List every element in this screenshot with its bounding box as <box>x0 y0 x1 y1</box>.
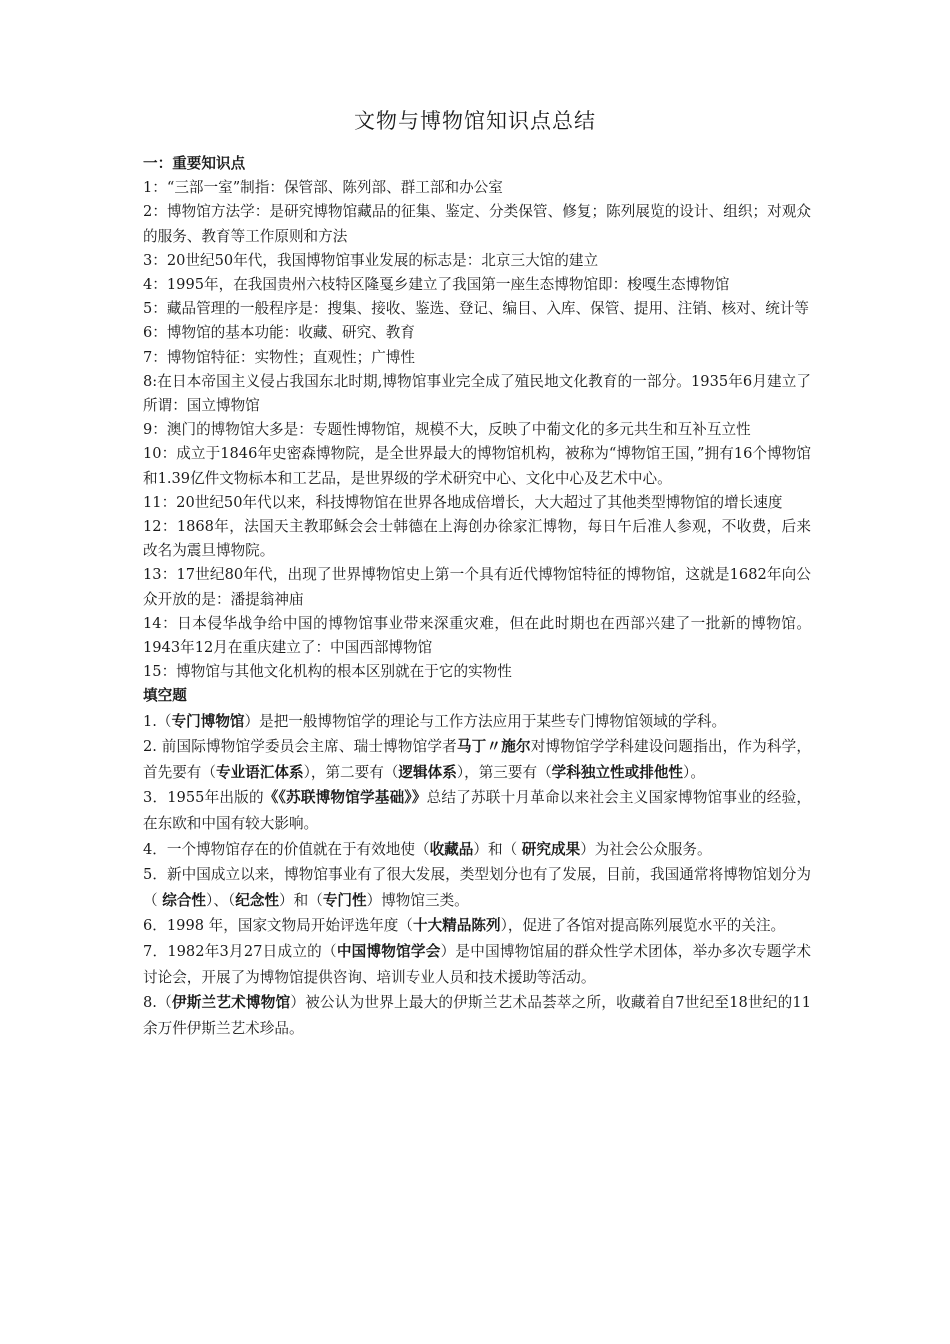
answer-text: 专门性 <box>322 891 367 909</box>
fill-in-list <box>143 709 811 1042</box>
key-point-item: 2：博物馆方法学：是研究博物馆藏品的征集、鉴定、分类保管、修复；陈列展览的设计、组织；对观众的服务、教育等工作原则和方法 <box>143 203 811 245</box>
key-point-item: 9：澳门的博物馆大多是：专题性博物馆，规模不大，反映了中葡文化的多元共生和互补互立性 <box>143 421 751 439</box>
item-text: ），第三要有（ <box>456 763 552 781</box>
answer-text: 逻辑体系 <box>398 763 457 781</box>
key-point-item: 12：1868年，法国天主教耶稣会会士韩德在上海创办徐家汇博物，每日午后准人参观，不收费，后来改名为震旦博物院。 <box>143 518 811 560</box>
item-text: ）和（ <box>473 840 522 858</box>
answer-text: 伊斯兰艺术博物馆 <box>171 994 291 1012</box>
fill-in-item <box>143 837 811 863</box>
key-points-list <box>143 176 811 684</box>
key-point-item: 7：博物馆特征：实物性；直观性；广博性 <box>143 348 415 366</box>
answer-text: 学科独立性或排他性 <box>551 763 684 781</box>
key-point-item: 14：日本侵华战争给中国的博物馆事业带来深重灾难，但在此时期也在西部兴建了一批新的博物馆。1943年12月在重庆建立了：中国西部博物馆 <box>143 614 811 657</box>
fill-in-item <box>143 709 811 735</box>
answer-text: 马丁〃施尔 <box>456 738 531 756</box>
item-text: 总结了苏联十月革命以来社会主义国家博物馆事业的经验，在东欧和中国有较大影响。 <box>143 789 811 833</box>
item-text: 1.（ <box>143 712 172 730</box>
answer-text: 专门博物馆 <box>171 712 245 730</box>
key-point-item: 5：藏品管理的一般程序是：搜集、接收、鉴选、登记、编目、入库、保管、提用、注销、核对、统计等 <box>143 300 810 318</box>
key-point-item: 1：“三部一室”制指：保管部、陈列部、群工部和办公室 <box>143 179 503 197</box>
answer-text: 研究成果 <box>521 840 581 858</box>
document-title: 文物与博物馆知识点总结 <box>354 109 596 133</box>
item-text: ）被公认为世界上最大的伊斯兰艺术品荟萃之所，收藏着自7世纪至18世纪的11余万件伊斯兰艺术珍品。 <box>143 994 811 1037</box>
item-text: ），第二要有（ <box>303 763 399 781</box>
fill-in-item <box>143 990 811 1041</box>
item-text: 6．1998 年，国家文物局开始评选年度（ <box>143 917 413 935</box>
key-point-item: 11：20世纪50年代以来，科技博物馆在世界各地成倍增长，大大超过了其他类型博物馆的增长速度 <box>143 493 783 511</box>
item-text: ）是中国博物馆届的群众性学术团体，举办多次专题学术讨论会，开展了为博物馆提供咨询、培训专业人员和技术援助等活动。 <box>143 943 811 986</box>
fill-in-item <box>143 734 811 785</box>
item-text: ），促进了各馆对提高陈列展览水平的关注。 <box>500 917 786 935</box>
key-point-item: 3：20世纪50年代，我国博物馆事业发展的标志是：北京三大馆的建立 <box>143 251 599 269</box>
fill-in-item <box>143 939 811 990</box>
answer-text: 《《苏联博物馆学基础》》 <box>263 789 427 807</box>
item-text: 4．一个博物馆存在的价值就在于有效地使（ <box>143 840 430 858</box>
item-text: ）、（ <box>206 891 236 909</box>
item-text: 8.（ <box>143 994 172 1012</box>
key-point-item: 15：博物馆与其他文化机构的根本区别就在于它的实物性 <box>143 663 512 681</box>
key-point-item: 4：1995年，在我国贵州六枝特区隆戛乡建立了我国第一座生态博物馆即：梭嘎生态博物馆 <box>143 276 730 294</box>
answer-text: 综合性 <box>162 891 207 909</box>
item-text: 5．新中国成立以来，博物馆事业有了很大发展，类型划分也有了发展，目前，我国通常将博物馆划分为（ <box>143 866 811 909</box>
item-text: 对博物馆学学科建设问题指出，作为科学，首先要有（ <box>143 738 811 781</box>
answer-text: 纪念性 <box>235 891 280 909</box>
item-text: ）和（ <box>279 891 323 909</box>
item-text: ）博物馆三类。 <box>366 891 469 909</box>
item-text: 3．1955年出版的 <box>143 789 264 807</box>
key-point-item: 8:在日本帝国主义侵占我国东北时期,博物馆事业完全成了殖民地文化教育的一部分。1935年6月建立了所谓：国立博物馆 <box>143 372 811 415</box>
fill-in-item <box>143 785 811 836</box>
item-text: 7．1982年3月27日成立的（ <box>143 943 337 961</box>
fill-in-item <box>143 913 811 939</box>
item-text: 2. 前国际博物馆学委员会主席、瑞士博物馆学者 <box>143 738 457 756</box>
section-heading-fill-in: 填空题 <box>143 687 187 705</box>
answer-text: 专业语汇体系 <box>215 763 304 781</box>
answer-text: 中国博物馆学会 <box>336 943 441 961</box>
answer-text: 收藏品 <box>429 840 474 858</box>
item-text: ）。 <box>683 763 705 781</box>
document-body <box>143 152 811 1041</box>
key-point-item: 6：博物馆的基本功能：收藏、研究、教育 <box>143 324 415 342</box>
fill-in-item <box>143 862 811 913</box>
key-point-item: 13：17世纪80年代，出现了世界博物馆史上第一个具有近代博物馆特征的博物馆，这就是1682年向公众开放的是：潘提翁神庙 <box>143 566 811 608</box>
key-point-item: 10：成立于1846年史密森博物院，是全世界最大的博物馆机构，被称为“博物馆王国，”拥有16个博物馆和1.39亿件文物标本和工艺品，是世界级的学术研究中心、文化中心及艺术中心。 <box>143 445 811 487</box>
item-text: ）是把一般博物馆学的理论与工作方法应用于某些专门博物馆领域的学科。 <box>244 712 727 730</box>
answer-text: 十大精品陈列 <box>412 917 501 935</box>
section-heading-key-points: 一：重要知识点 <box>143 155 246 172</box>
item-text: ）为社会公众服务。 <box>580 840 712 858</box>
